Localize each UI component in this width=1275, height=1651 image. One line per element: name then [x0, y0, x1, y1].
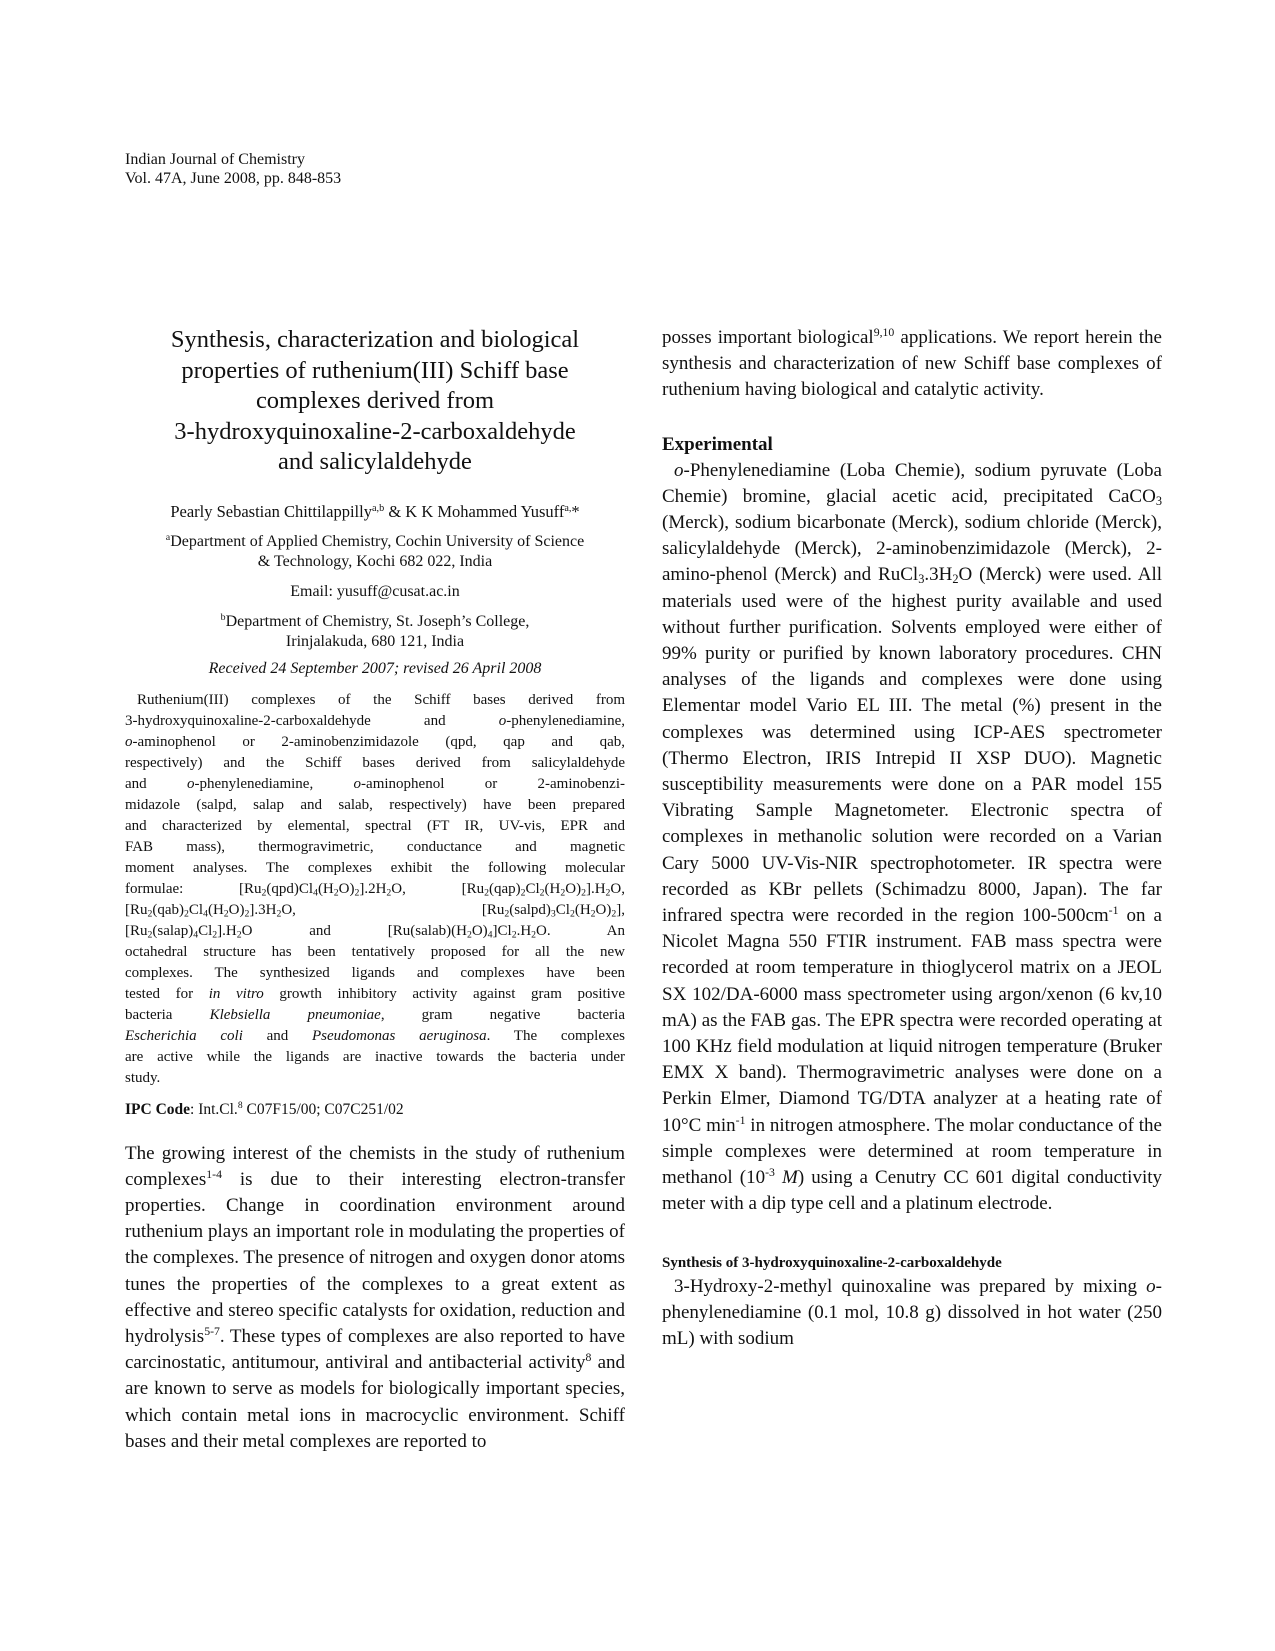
- corresponding-mark: *: [571, 501, 580, 521]
- synthesis-paragraph: 3-Hydroxy-2-methyl quinoxaline was prepared by mixing o-phenylenediamine (0.1 mol, 10.8 g) dissolved in hot water (250 mL) with sodium: [662, 1275, 1162, 1349]
- author-line: [125, 502, 625, 522]
- introduction-continued: posses important biological$^{9,10}$ applications. We report herein the synthesis and characterization of new Schiff base complexes of ruthenium having biological and catalytic activity.: [662, 325, 1162, 401]
- right-column: [662, 325, 1162, 1352]
- ipc-code: [125, 1101, 625, 1119]
- author-email: Email: yusuff@cusat.ac.in: [290, 582, 460, 600]
- affiliation-b: [125, 612, 625, 652]
- title-line: complexes derived from: [255, 387, 495, 414]
- ipc-text: : Int.Cl.: [190, 1100, 238, 1118]
- journal-volume: Vol. 47A, June 2008, pp. 848-853: [125, 170, 342, 187]
- abstract: Ruthenium(III) complexes of the Schiff bases derived from 3-hydroxyquinoxaline-2-carboxaldehyde and o-phenylenediamine, o-aminophenol or 2-aminobenzimidazole (qpd, qap and qab, respectively) and the Schiff bases derived from salicylaldehyde and o-phenylenediamine, o-aminophenol or 2-aminobenzi- midazole (salpd, salap and salab, respectively) have been prepared and characterized by elemental, spectral (FT IR, UV-vis, EPR and FAB mass), thermogravimetric, conductance and magnetic moment analyses. The complexes exhibit the following molecular formulae: $[Ru_2(qpd)Cl_4(H_2O)_2].2H_2O$, $[Ru_2(qap)_2Cl_2(H_2O)_2].H_2O$, $[Ru_2(qab)_2Cl_4(H_2O)_2].3H_2O$, $[Ru_2(salpd)_3Cl_2(H_2O)_2]$, $[Ru_2(salap)_4Cl_2].H_2O$ and $[Ru(salab)(H_2O)_4]Cl_2.H_2O$. An octahedral structure has been tentatively proposed for all the new complexes. The synthesized ligands and complexes have been tested for in vitro growth inhibitory activity against gram positive bacteria Klebsiella pneumoniae, gram negative bacteria Escherichia coli and Pseudomonas aeruginosa. The complexes are active while the ligands are inactive towards the bacteria under study.: [125, 691, 626, 1086]
- journal-name: Indian Journal of Chemistry: [125, 151, 305, 168]
- affil-sup: a: [165, 531, 171, 543]
- title-line: 3-hydroxyquinoxaline-2-carboxaldehyde: [174, 417, 576, 445]
- author-name: Pearly Sebastian Chittilappilly: [170, 501, 372, 521]
- ipc-label: IPC Code: [125, 1100, 191, 1118]
- affil-sup: b: [220, 611, 226, 623]
- synthesis-heading: Synthesis of 3-hydroxyquinoxaline-2-carboxaldehyde: [662, 1254, 1002, 1271]
- affil-text: Irinjalakuda, 680 121, India: [285, 632, 465, 650]
- experimental-heading: Experimental: [662, 433, 773, 455]
- affil-text: Department of Chemistry, St. Joseph’s College,: [225, 612, 530, 630]
- affil-text: Department of Applied Chemistry, Cochin University of Science: [170, 532, 585, 550]
- experimental-paragraph: o-Phenylenediamine (Loba Chemie), sodium pyruvate (Loba Chemie) bromine, glacial acetic acid, precipitated CaCO$_3$ (Merck), sodium bicarbonate (Merck), sodium chloride (Merck), salicylaldehyde (Merck), 2-aminobenzimidazole (Merck), 2-amino-phenol (Merck) and $RuCl_3.3H_2O$ (Merck) were used. All materials used were of the highest purity available and used without further purification. Solvents employed were either of 99% purity or purified by known laboratory procedures. CHN analyses of the ligands and complexes were done using Elementar model Vario EL III. The metal (%) present in the complexes was determined using ICP-AES spectrometer (Thermo Electron, IRIS Intrepid II XSP DUO). Magnetic susceptibility measurements were done on a PAR model 155 Vibrating Sample Magnetometer. Electronic spectra of complexes in methanolic solution were recorded on a Varian Cary 5000 UV-Vis-NIR spectrophotometer. IR spectra were recorded as KBr pellets (Schimadzu 8000, Japan). The far infrared spectra were recorded in the region $100-500cm^{-1}$ on a Nicolet Magna 550 FTIR instrument. FAB mass spectra were recorded at room temperature in thioglycerol matrix on a JEOL SX 102/DA-6000 mass spectrometer using argon/xenon (6 kv,10 mA) as the FAB gas. The EPR spectra were recorded operating at 100 KHz field modulation at liquid nitrogen temperature (Bruker EMX X band). Thermogravimetric analyses were done on a Perkin Elmer, Diamond TG/DTA analyzer at a heating rate of 10°C $\min^{-1}$ in nitrogen atmosphere. The molar conductance of the simple complexes were determined at room temperature in methanol ($10^{-3}$ M) using a Cenutry CC 601 digital conductivity meter with a dip type cell and a platinum electrode.: [662, 459, 1162, 1215]
- title-line: Synthesis, characterization and biological: [170, 326, 580, 353]
- article-title: [141, 325, 609, 478]
- left-column: [125, 325, 625, 1455]
- author-affil-sup: a,b: [371, 502, 385, 514]
- author-affil-sup: a,: [564, 502, 572, 514]
- title-line: and salicylaldehyde: [278, 448, 472, 475]
- ipc-sup: 8: [237, 1099, 243, 1111]
- author-name: K K Mohammed Yusuff: [405, 501, 565, 521]
- affiliation-a: [125, 532, 625, 572]
- journal-header: [125, 150, 341, 188]
- introduction-paragraph: The growing interest of the chemists in the study of ruthenium complexes$^{1-4}$ is due to their interesting electron-transfer properties. Change in coordination environment around ruthenium plays an important role in modulating the properties of the complexes. The presence of nitrogen and oxygen donor atoms tunes the properties of the complexes to a great extent as effective and stereo specific catalysts for oxidation, reduction and hydrolysis$^{5-7}$. These types of complexes are also reported to have carcinostatic, antitumour, antiviral and antibacterial activity$^8$ and are known to serve as models for biologically important species, which contain metal ions in macrocyclic environment. Schiff bases and their metal complexes are reported to: [125, 1142, 625, 1452]
- ipc-text: C07F15/00; C07C251/02: [242, 1100, 404, 1118]
- author-separator: &: [384, 501, 406, 521]
- title-line: properties of ruthenium(III) Schiff base: [181, 356, 569, 384]
- affil-text: & Technology, Kochi 682 022, India: [257, 552, 493, 570]
- received-dates: Received 24 September 2007; revised 26 April 2008: [208, 659, 542, 677]
